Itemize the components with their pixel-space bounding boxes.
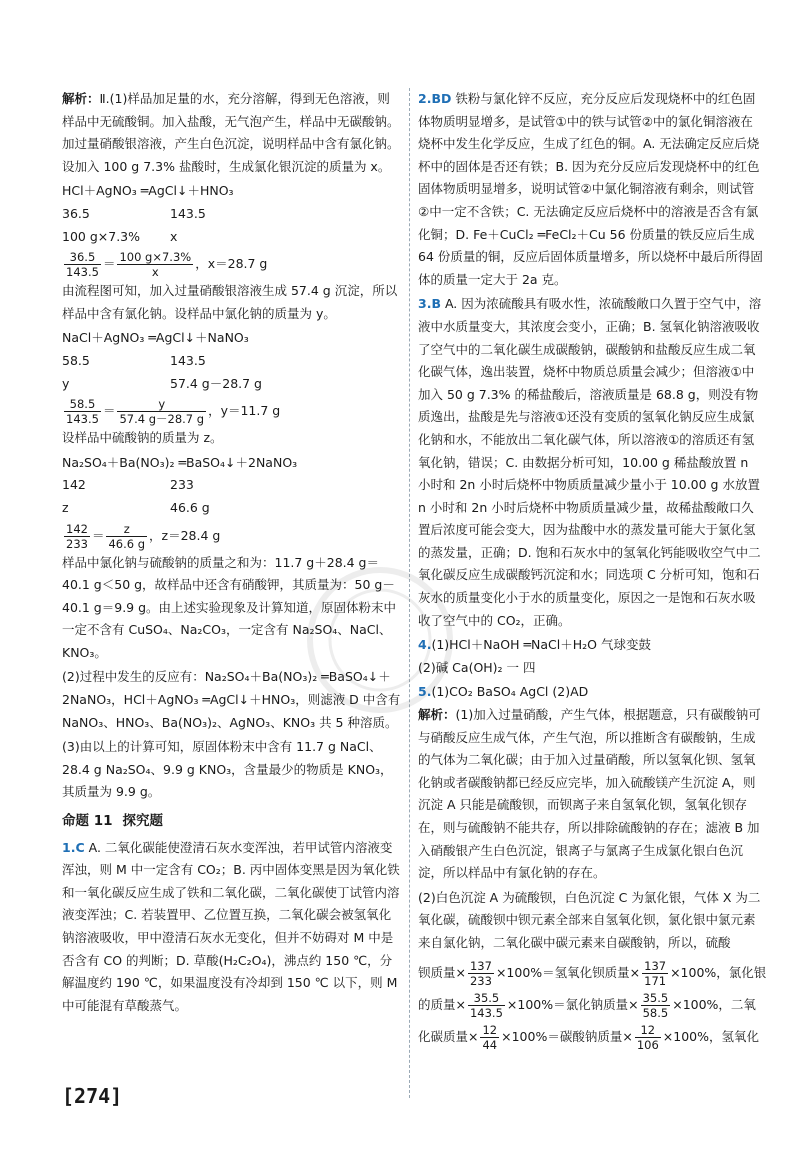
molar-mass-left: 142 xyxy=(62,477,86,493)
proportion-line: $\frac{142}{233}$ ＝ $\frac{z}{46.6 g}$ ，z＝28.4 g xyxy=(66,521,221,551)
formula-text: 钡质量× xyxy=(418,964,466,980)
fraction-numerator: 35.5 xyxy=(468,991,505,1006)
fraction-numerator: 142 xyxy=(66,521,88,536)
paragraph-2: 由流程图可知，加入过量硝酸银溶液生成 57.4 g 沉淀，所以样品中含有氯化钠。设样品中氯化钠的质量为 y。 xyxy=(62,283,398,321)
reaction-line: NaCl＋AgNO₃ ═AgCl↓＋NaNO₃ xyxy=(62,330,249,346)
fraction-numerator: y xyxy=(117,397,206,412)
molar-mass-right: 143.5 xyxy=(170,352,206,368)
section-heading xyxy=(62,810,402,833)
mass-right: 57.4 g－28.7 g xyxy=(170,375,262,391)
mass-left: y xyxy=(62,375,70,391)
fraction-numerator: 12 xyxy=(635,1023,661,1038)
formula-text: ×100%，二氧 xyxy=(672,996,756,1012)
fraction-numerator: 12 xyxy=(482,1022,498,1037)
formula-text: 的质量× xyxy=(418,996,466,1012)
fraction-numerator: 137 xyxy=(644,958,667,973)
answer-line: (2)碱 Ca(OH)₂ 一 四 xyxy=(418,659,536,675)
formula-text: ×100%，氯化银 xyxy=(670,964,767,980)
question-number: 5. xyxy=(418,684,432,700)
intro-text: Ⅱ.(1)样品加足量的水，充分溶解，得到无色溶液，则样品中无硫酸铜。加入盐酸，无气泡产生，样品中无碳酸钠。加过量硝酸银溶液，产生白色沉淀，说明样品中含有氯化钠。设加入 100 g 7.3% 盐酸时，生成氯化银沉淀的质量为 x。 xyxy=(62,91,400,174)
fraction-denominator: 233 xyxy=(66,536,88,551)
molar-mass-right: 233 xyxy=(170,477,194,493)
proportion-line: $\frac{58.5}{143.5}$ ＝ $\frac{y}{57.4 g-28.7 g}$ ，y＝11.7 g xyxy=(66,397,281,427)
page-number: [274] xyxy=(62,1084,123,1108)
fraction-denominator: 143.5 xyxy=(469,1005,503,1020)
equation-block-3 xyxy=(62,452,402,552)
formula-text: ×100%＝氢氧化钡质量× xyxy=(495,964,641,980)
equation-block-2 xyxy=(62,327,402,427)
result-text: ，z＝28.4 g xyxy=(149,527,221,543)
fraction-denominator: 143.5 xyxy=(66,412,99,427)
paragraph-5: (2)过程中发生的反应有：Na₂SO₄＋Ba(NO₃)₂ ═BaSO₄↓＋2NaNO₃，HCl＋AgNO₃ ═AgCl↓＋HNO₃，则滤液 D 中含有 NaNO₃、HNO₃、Ba(NO₃)₂、AgNO₃、KNO₃ 共 5 种溶质。 xyxy=(62,669,401,730)
question-number: 3. xyxy=(418,296,432,312)
paragraph-6: (3)由以上的计算可知，原固体粉末中含有 11.7 g NaCl、28.4 g Na₂SO₄、9.9 g KNO₃，含量最少的物质是 KNO₃，其质量为 9.9 g。 xyxy=(62,739,393,800)
paragraph-3: 设样品中硫酸钠的质量为 z。 xyxy=(62,430,223,446)
formula-text: ×100%＝碳酸钠质量× xyxy=(501,1028,633,1044)
fraction-denominator: 171 xyxy=(644,973,667,988)
molar-mass-right: 143.5 xyxy=(170,205,206,221)
analysis-text: (2)白色沉淀 A 为硫酸钡，白色沉淀 C 为氯化银，气体 X 为二氧化碳，硫酸钡中钡元素全部来自氢氧化钡，氯化银中氯元素来自氯化钠，二氧化碳中碳元素来自碳酸钠，所以，硫酸 xyxy=(418,889,761,950)
formula-text: 化碳质量× xyxy=(418,1028,479,1044)
mass-right: 46.6 g xyxy=(170,499,210,515)
formula-line xyxy=(418,957,767,989)
question-1 xyxy=(62,837,402,1018)
reaction-line: Na₂SO₄＋Ba(NO₃)₂ ═BaSO₄↓＋2NaNO₃ xyxy=(62,454,298,470)
right-column xyxy=(418,88,767,1055)
question-number: 4. xyxy=(418,637,432,653)
answer-key: BD xyxy=(431,91,452,106)
formula-text: ×100%，氢氧化 xyxy=(662,1028,759,1044)
mass-left: z xyxy=(62,499,69,515)
analysis-text: (1)加入过量硝酸，产生气体，根据题意，只有碳酸钠可与硝酸反应生成气体，产生气泡，所以推断含有碳酸钠，生成的气体为二氧化碳；由于加入过量硝酸，所以氢氧化钡、氢氧化钠或者碳酸钠都已经反应完毕，加入硫酸镁产生沉淀 A，则沉淀 A 只能是硫酸钡，而钡离子来自氢氧化钡，氢氧化钡存在，则与硫酸钠不能共存，所以排除硫酸钠的存在；滤液 B 加入硝酸银产生白色沉淀，银离子与氯离子生成氯化银白色沉淀，所以样品中有氯化钠的存在。 xyxy=(418,707,761,881)
question-explanation: 铁粉与氯化锌不反应，充分反应后发现烧杯中的红色固体物质明显增多，是试管①中的铁与试管②中的氯化铜溶液在烧杯中发生化学反应，生成了红色的铜。A. 无法确定反应后烧杯中的固体是否还有铁；B. 因为充分反应后发现烧杯中的红色固体物质明显增多，说明试管②中氯化铜溶液有剩余，则试管②中一定不含铁；C. 无法确定反应后烧杯中的溶液是否含有氯化铜；D. Fe＋CuCl₂ ═FeCl₂＋Cu 56 份质量的铁反应后生成 64 份质量的铜，反应后固体质量增多，所以烧杯中最后所得固体的质量一定大于 2a 克。 xyxy=(418,91,763,287)
page-number-value: 274 xyxy=(74,1084,111,1108)
fraction-numerator: 137 xyxy=(469,958,492,973)
question-3 xyxy=(418,293,764,632)
question-5 xyxy=(418,681,767,1052)
formula-line xyxy=(418,1021,764,1053)
fraction-denominator: 58.5 xyxy=(642,1005,669,1020)
result-text: ，y＝11.7 g xyxy=(208,403,281,419)
fraction-denominator: 233 xyxy=(469,973,492,988)
question-explanation: A. 因为浓硫酸具有吸水性，浓硫酸敞口久置于空气中，溶液中水质量变大，其浓度会变小，正确；B. 氢氧化钠溶液吸收了空气中的二氧化碳生成碳酸钠，碳酸钠和盐酸反应生成二氧化碳气体，逸出装置，烧杯中物质总质量会减少；但溶液①中加入 50 g 7.3% 的稀盐酸后，溶液质量是 68.8 g，则没有物质逸出，盐酸是先与溶液①还没有变质的氢氧化钠反应生成氯化钠和水，不能放出二氧化碳气体，所以溶液①的溶质还有氢氧化钠，错误；C. 由数据分析可知，10.00 g 稀盐酸放置 n 小时和 2n 小时后烧杯中物质质量减少量小于 10.00 g 水放置 n 小时和 2n 小时后烧杯中物质质量减少量，故稀盐酸敞口久置后浓度可能会变大，因为盐酸中水的蒸发量可能大于氯化氢的蒸发量，正确；D. 饱和石灰水中的氢氧化钙能吸收空气中二氧化碳反应生成碳酸钙沉淀和水；同选项 C 分析可知，饱和石灰水的质量变化小于水的质量变化，原因之一是饱和石灰水吸收了空气中的 CO₂，正确。 xyxy=(418,296,762,628)
answer-line: (1)HCl＋NaOH ═NaCl＋H₂O 气球变鼓 xyxy=(431,637,651,653)
answer-key: C xyxy=(75,839,85,855)
fraction-numerator: 35.5 xyxy=(642,990,669,1005)
question-4 xyxy=(418,634,764,679)
fraction-numerator: z xyxy=(106,522,147,537)
fraction-denominator: 44 xyxy=(482,1037,498,1052)
molar-mass-left: 36.5 xyxy=(62,205,90,221)
equation-block-1 xyxy=(62,180,402,280)
analysis-label: 解析： xyxy=(418,707,456,723)
intro-paragraph xyxy=(62,88,402,178)
paragraph-4: 样品中氯化钠与硫酸钠的质量之和为：11.7 g＋28.4 g＝40.1 g＜50 g，故样品中还含有硝酸钾，其质量为：50 g－40.1 g＝9.9 g。由上述实验现象及计算知道，原固体粉末中一定不含有 CuSO₄、Na₂CO₃，一定含有 Na₂SO₄、NaCl、KNO₃。 xyxy=(62,554,397,660)
section-label: 命题 11 xyxy=(62,813,113,830)
question-number: 2. xyxy=(418,91,432,106)
mass-right: x xyxy=(170,228,178,244)
fraction-denominator: 143.5 xyxy=(66,265,99,280)
fraction-denominator: 57.4 g－28.7 g xyxy=(119,412,205,427)
mass-left: 100 g×7.3% xyxy=(62,228,140,244)
question-explanation: A. 二氧化碳能使澄清石灰水变浑浊，若甲试管内溶液变浑浊，则 M 中一定含有 CO₂；B. 丙中固体变黑是因为氧化铁和一氧化碳反应生成了铁和二氧化碳，二氧化碳使丁试管内溶液变浑浊；C. 若装置甲、乙位置互换，二氧化碳会被氢氧化钠溶液吸收，甲中澄清石灰水无变化，但并不妨碍对 M 中是否含有 CO 的判断；D. 草酸(H₂C₂O₄)，沸点约 150 ℃，分解温度约 190 ℃，如果温度没有冷却到 150 ℃ 以下，则 M 中可能混有草酸蒸气。 xyxy=(62,839,400,1013)
formula-line xyxy=(418,989,764,1021)
question-2 xyxy=(418,88,764,291)
fraction-denominator: 106 xyxy=(636,1037,659,1052)
section-title: 探究题 xyxy=(122,813,163,830)
result-text: ，x＝28.7 g xyxy=(195,256,268,272)
formula-text: ×100%＝氯化钠质量× xyxy=(506,996,639,1012)
reaction-line: HCl＋AgNO₃ ═AgCl↓＋HNO₃ xyxy=(62,183,234,199)
left-column xyxy=(62,88,402,1019)
question-number: 1. xyxy=(62,839,76,855)
answer-key: B xyxy=(431,296,441,312)
fraction-denominator: 46.6 g xyxy=(108,536,146,551)
fraction-numerator: 100 g×7.3% xyxy=(119,250,192,265)
answer-line: (1)CO₂ BaSO₄ AgCl (2)AD xyxy=(431,684,589,700)
fraction-numerator: 36.5 xyxy=(64,250,101,265)
proportion-line: $\frac{36.5}{143.5}$ ＝ $\frac{100 g\times 7.3\%}{x}$ ，x＝28.7 g xyxy=(66,250,268,280)
fraction-denominator: x xyxy=(151,265,159,280)
fraction-numerator: 58.5 xyxy=(64,397,101,412)
molar-mass-left: 58.5 xyxy=(62,352,90,368)
analysis-label: 解析： xyxy=(62,91,100,106)
